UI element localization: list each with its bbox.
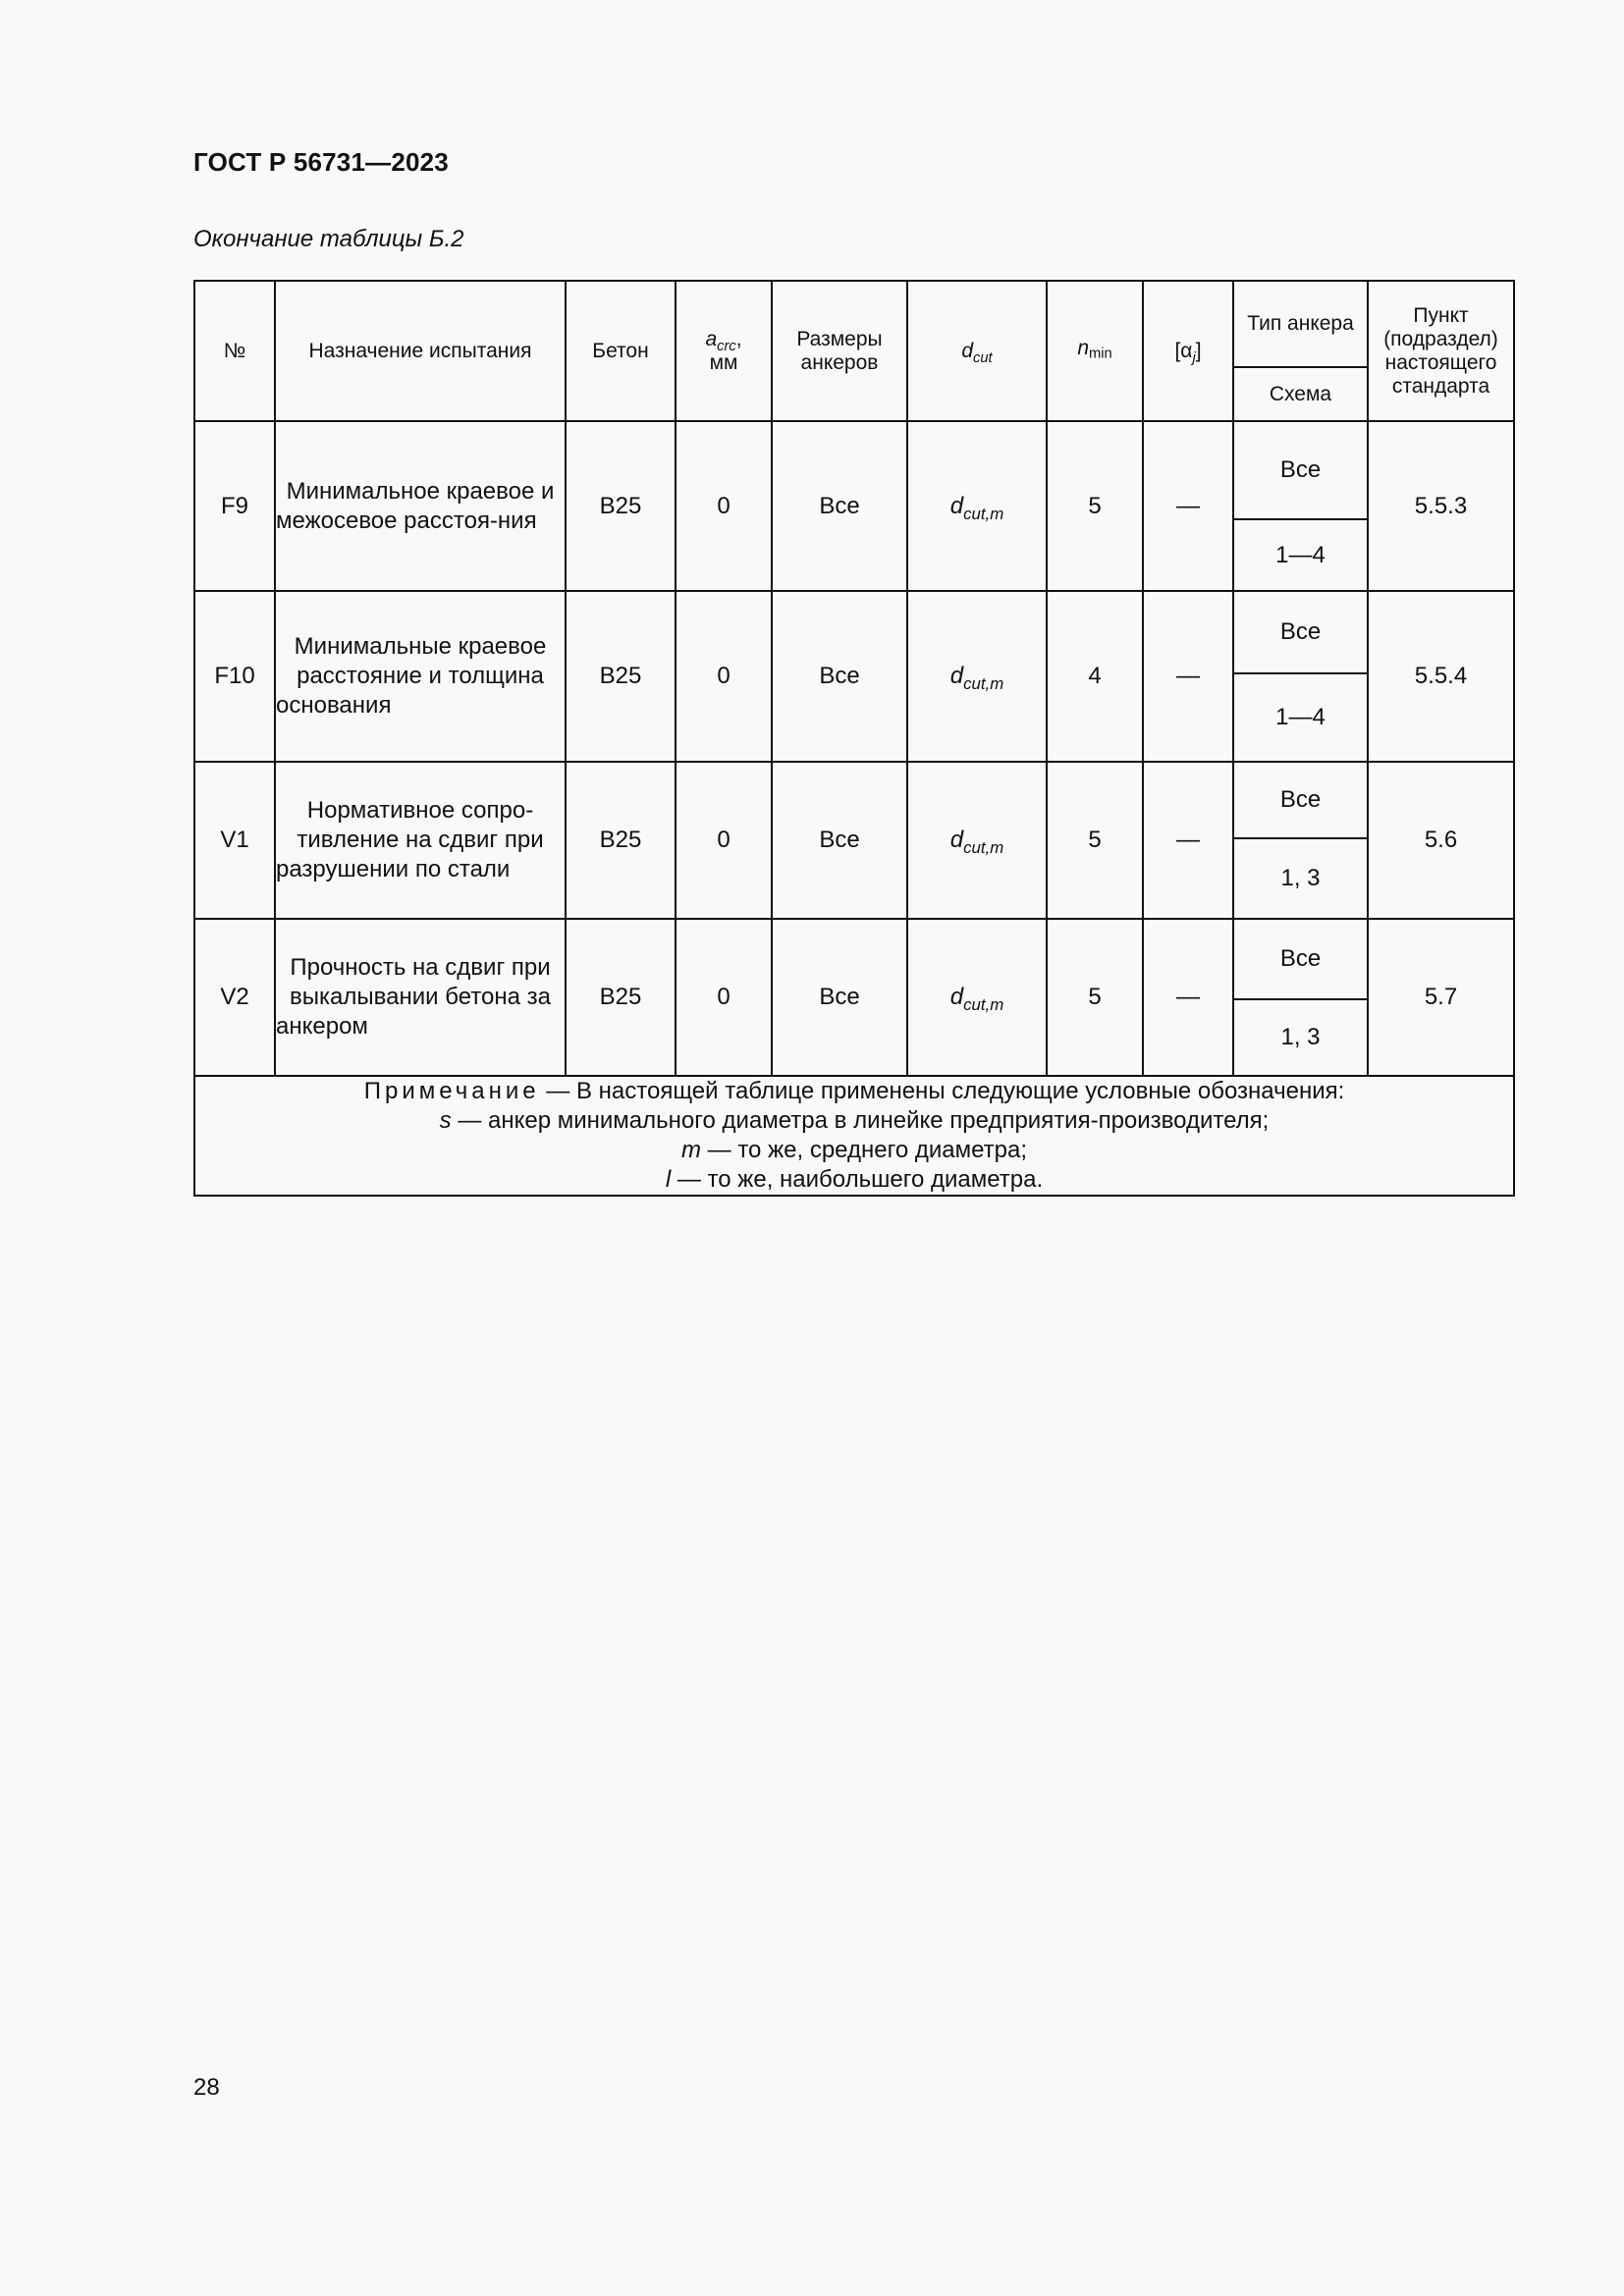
- cell-clause: 5.5.4: [1368, 591, 1514, 762]
- note-item: [195, 1165, 1513, 1195]
- cell-scheme: 1—4: [1233, 519, 1368, 591]
- col-header-scheme: Схема: [1233, 367, 1368, 421]
- cell-clause: 5.5.3: [1368, 421, 1514, 591]
- alpha-subscript: j: [1192, 349, 1196, 366]
- dcut-subscript: cut,m: [963, 994, 1004, 1014]
- acrc-subscript: crc: [717, 338, 736, 354]
- acrc-unit: мм: [709, 350, 738, 374]
- acrc-comma: ,: [735, 327, 742, 350]
- note-intro-line: [195, 1077, 1513, 1106]
- note-symbol: s: [439, 1107, 452, 1134]
- dcut-symbol: d: [949, 492, 964, 519]
- clause-line-1: Пункт: [1413, 303, 1469, 327]
- nmin-subscript: min: [1089, 346, 1112, 362]
- cell-dcut: [907, 919, 1047, 1076]
- dcut-symbol: d: [949, 827, 964, 853]
- cell-nmin: 5: [1047, 421, 1143, 591]
- note-symbol: l: [665, 1166, 672, 1193]
- cell-nmin: 5: [1047, 919, 1143, 1076]
- dcut-subscript: cut: [973, 349, 993, 366]
- col-header-anchor-type: Тип анкера: [1233, 281, 1368, 367]
- col-header-purpose: Назначение испытания: [275, 281, 566, 421]
- cell-alpha: —: [1143, 919, 1233, 1076]
- cell-alpha: —: [1143, 591, 1233, 762]
- note-symbol: m: [681, 1137, 701, 1163]
- table-row: [194, 591, 1514, 673]
- cell-num: F9: [194, 421, 275, 591]
- note-item: [195, 1106, 1513, 1136]
- cell-nmin: 4: [1047, 591, 1143, 762]
- table-caption: Окончание таблицы Б.2: [193, 226, 464, 252]
- dcut-symbol: d: [949, 663, 964, 689]
- col-header-anchor-sizes: [772, 281, 907, 421]
- cell-concrete: B25: [566, 421, 676, 591]
- cell-purpose: Прочность на сдвиг при выкалывании бетона за анкером: [275, 919, 566, 1076]
- dcut-symbol: d: [949, 984, 964, 1010]
- nmin-symbol: n: [1077, 336, 1089, 359]
- note-row: [194, 1076, 1514, 1196]
- note-intro: — В настоящей таблице применены следующие условные обозначения:: [539, 1078, 1345, 1104]
- col-header-concrete: Бетон: [566, 281, 676, 421]
- cell-scheme: 1, 3: [1233, 999, 1368, 1076]
- cell-acrc: 0: [676, 591, 772, 762]
- cell-num: V2: [194, 919, 275, 1076]
- dcut-subscript: cut,m: [963, 504, 1004, 523]
- header-row: [194, 281, 1514, 367]
- sizes-line-2: анкеров: [800, 350, 879, 374]
- cell-num: F10: [194, 591, 275, 762]
- cell-acrc: 0: [676, 762, 772, 919]
- col-header-alpha: [1143, 281, 1233, 421]
- sizes-line-1: Размеры: [796, 327, 883, 350]
- cell-concrete: B25: [566, 919, 676, 1076]
- dcut-subscript: cut,m: [963, 837, 1004, 857]
- clause-line-3: настоящего: [1384, 350, 1497, 374]
- table-row: [194, 762, 1514, 838]
- cell-anchor-type: Все: [1233, 762, 1368, 838]
- spec-table: [193, 280, 1515, 1197]
- cell-concrete: B25: [566, 591, 676, 762]
- cell-nmin: 5: [1047, 762, 1143, 919]
- cell-alpha: —: [1143, 421, 1233, 591]
- dcut-subscript: cut,m: [963, 673, 1004, 693]
- col-header-clause: [1368, 281, 1514, 421]
- alpha-close: ]: [1195, 339, 1202, 362]
- cell-alpha: —: [1143, 762, 1233, 919]
- page-number: 28: [193, 2074, 220, 2101]
- cell-anchor-type: Все: [1233, 919, 1368, 999]
- alpha-open: [α: [1174, 339, 1193, 362]
- cell-anchor-type: Все: [1233, 591, 1368, 673]
- table-note: [194, 1076, 1514, 1196]
- note-text: — то же, среднего диаметра;: [701, 1137, 1027, 1163]
- acrc-symbol: a: [705, 327, 718, 350]
- cell-anchor-type: Все: [1233, 421, 1368, 519]
- cell-purpose: Минимальное краевое и межосевое расстоя-ния: [275, 421, 566, 591]
- cell-sizes: Все: [772, 421, 907, 591]
- cell-clause: 5.6: [1368, 762, 1514, 919]
- document-title: ГОСТ Р 56731—2023: [193, 147, 449, 177]
- cell-sizes: Все: [772, 591, 907, 762]
- clause-line-4: стандарта: [1391, 374, 1490, 398]
- cell-purpose: Нормативное сопро-тивление на сдвиг при разрушении по стали: [275, 762, 566, 919]
- cell-acrc: 0: [676, 919, 772, 1076]
- note-text: — анкер минимального диаметра в линейке предприятия-производителя;: [451, 1107, 1270, 1134]
- clause-line-2: (подраздел): [1383, 327, 1498, 350]
- cell-sizes: Все: [772, 762, 907, 919]
- table-row: [194, 421, 1514, 519]
- cell-sizes: Все: [772, 919, 907, 1076]
- cell-acrc: 0: [676, 421, 772, 591]
- table-row: [194, 919, 1514, 999]
- cell-dcut: [907, 762, 1047, 919]
- col-header-dcut: [907, 281, 1047, 421]
- cell-dcut: [907, 421, 1047, 591]
- cell-clause: 5.7: [1368, 919, 1514, 1076]
- cell-purpose: Минимальные краевое расстояние и толщина основания: [275, 591, 566, 762]
- note-item: [195, 1136, 1513, 1165]
- note-label: Примечание: [363, 1078, 540, 1104]
- cell-scheme: 1—4: [1233, 673, 1368, 762]
- cell-num: V1: [194, 762, 275, 919]
- dcut-symbol: d: [961, 339, 974, 362]
- col-header-nmin: [1047, 281, 1143, 421]
- cell-concrete: B25: [566, 762, 676, 919]
- cell-dcut: [907, 591, 1047, 762]
- note-text: — то же, наибольшего диаметра.: [671, 1166, 1044, 1193]
- col-header-num: №: [194, 281, 275, 421]
- cell-scheme: 1, 3: [1233, 838, 1368, 919]
- col-header-acrc: [676, 281, 772, 421]
